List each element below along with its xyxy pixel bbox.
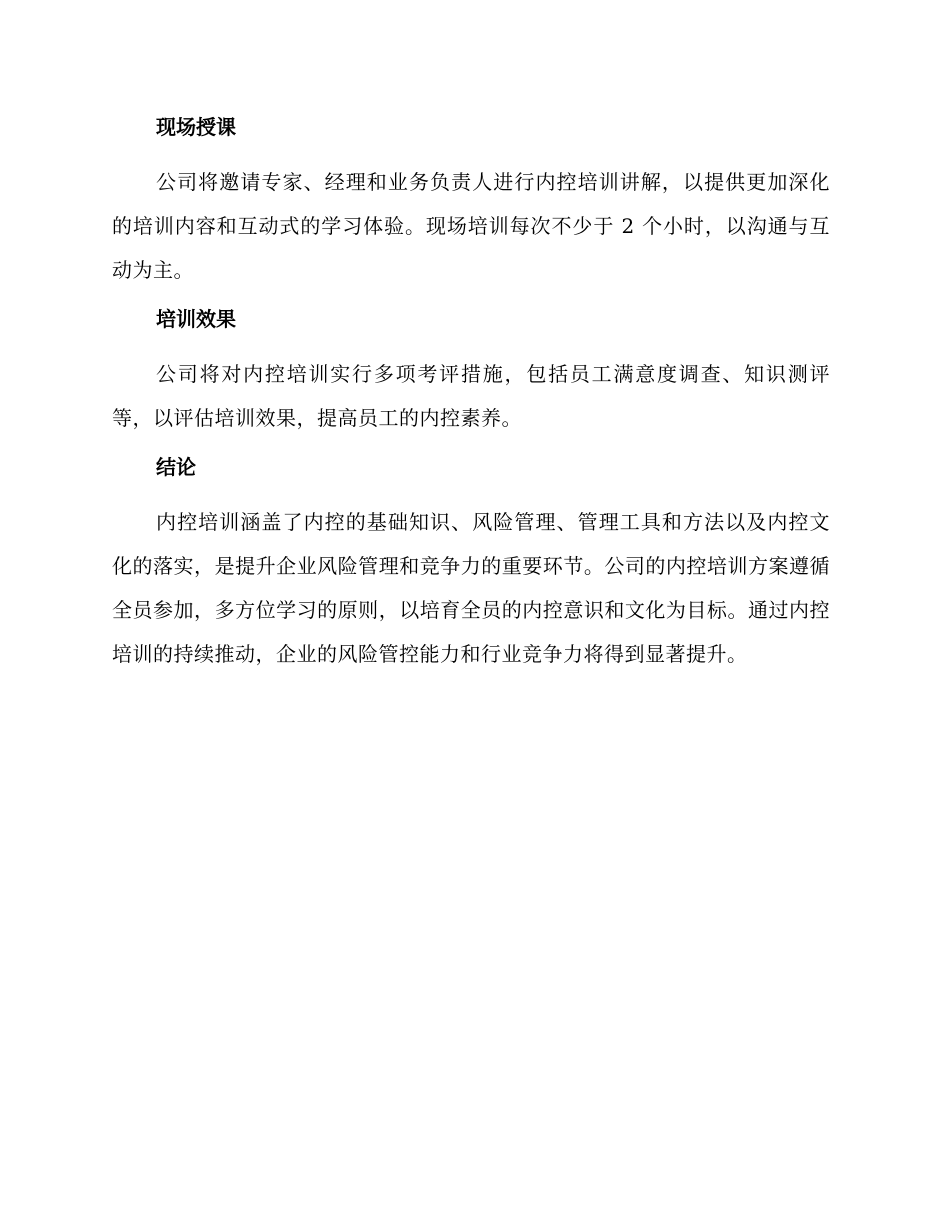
document-content <box>112 112 830 676</box>
section-training-effect <box>112 304 830 440</box>
section-paragraph: 内控培训涵盖了内控的基础知识、风险管理、管理工具和方法以及内控文化的落实，是提升企业风险管理和竞争力的重要环节。公司的内控培训方案遵循全员参加，多方位学习的原则，以培育全员的内控意识和文化为目标。通过内控培训的持续推动，企业的风险管控能力和行业竞争力将得到显著提升。 <box>112 510 830 666</box>
section-conclusion <box>112 452 830 676</box>
section-heading: 培训效果 <box>156 307 236 331</box>
section-paragraph: 公司将对内控培训实行多项考评措施，包括员工满意度调查、知识测评等，以评估培训效果，提高员工的内控素养。 <box>112 362 830 430</box>
section-heading: 现场授课 <box>156 115 236 139</box>
section-heading: 结论 <box>156 455 196 479</box>
section-onsite-training <box>112 112 830 292</box>
section-paragraph: 公司将邀请专家、经理和业务负责人进行内控培训讲解，以提供更加深化的培训内容和互动式的学习体验。现场培训每次不少于 2 个小时，以沟通与互动为主。 <box>112 170 830 282</box>
